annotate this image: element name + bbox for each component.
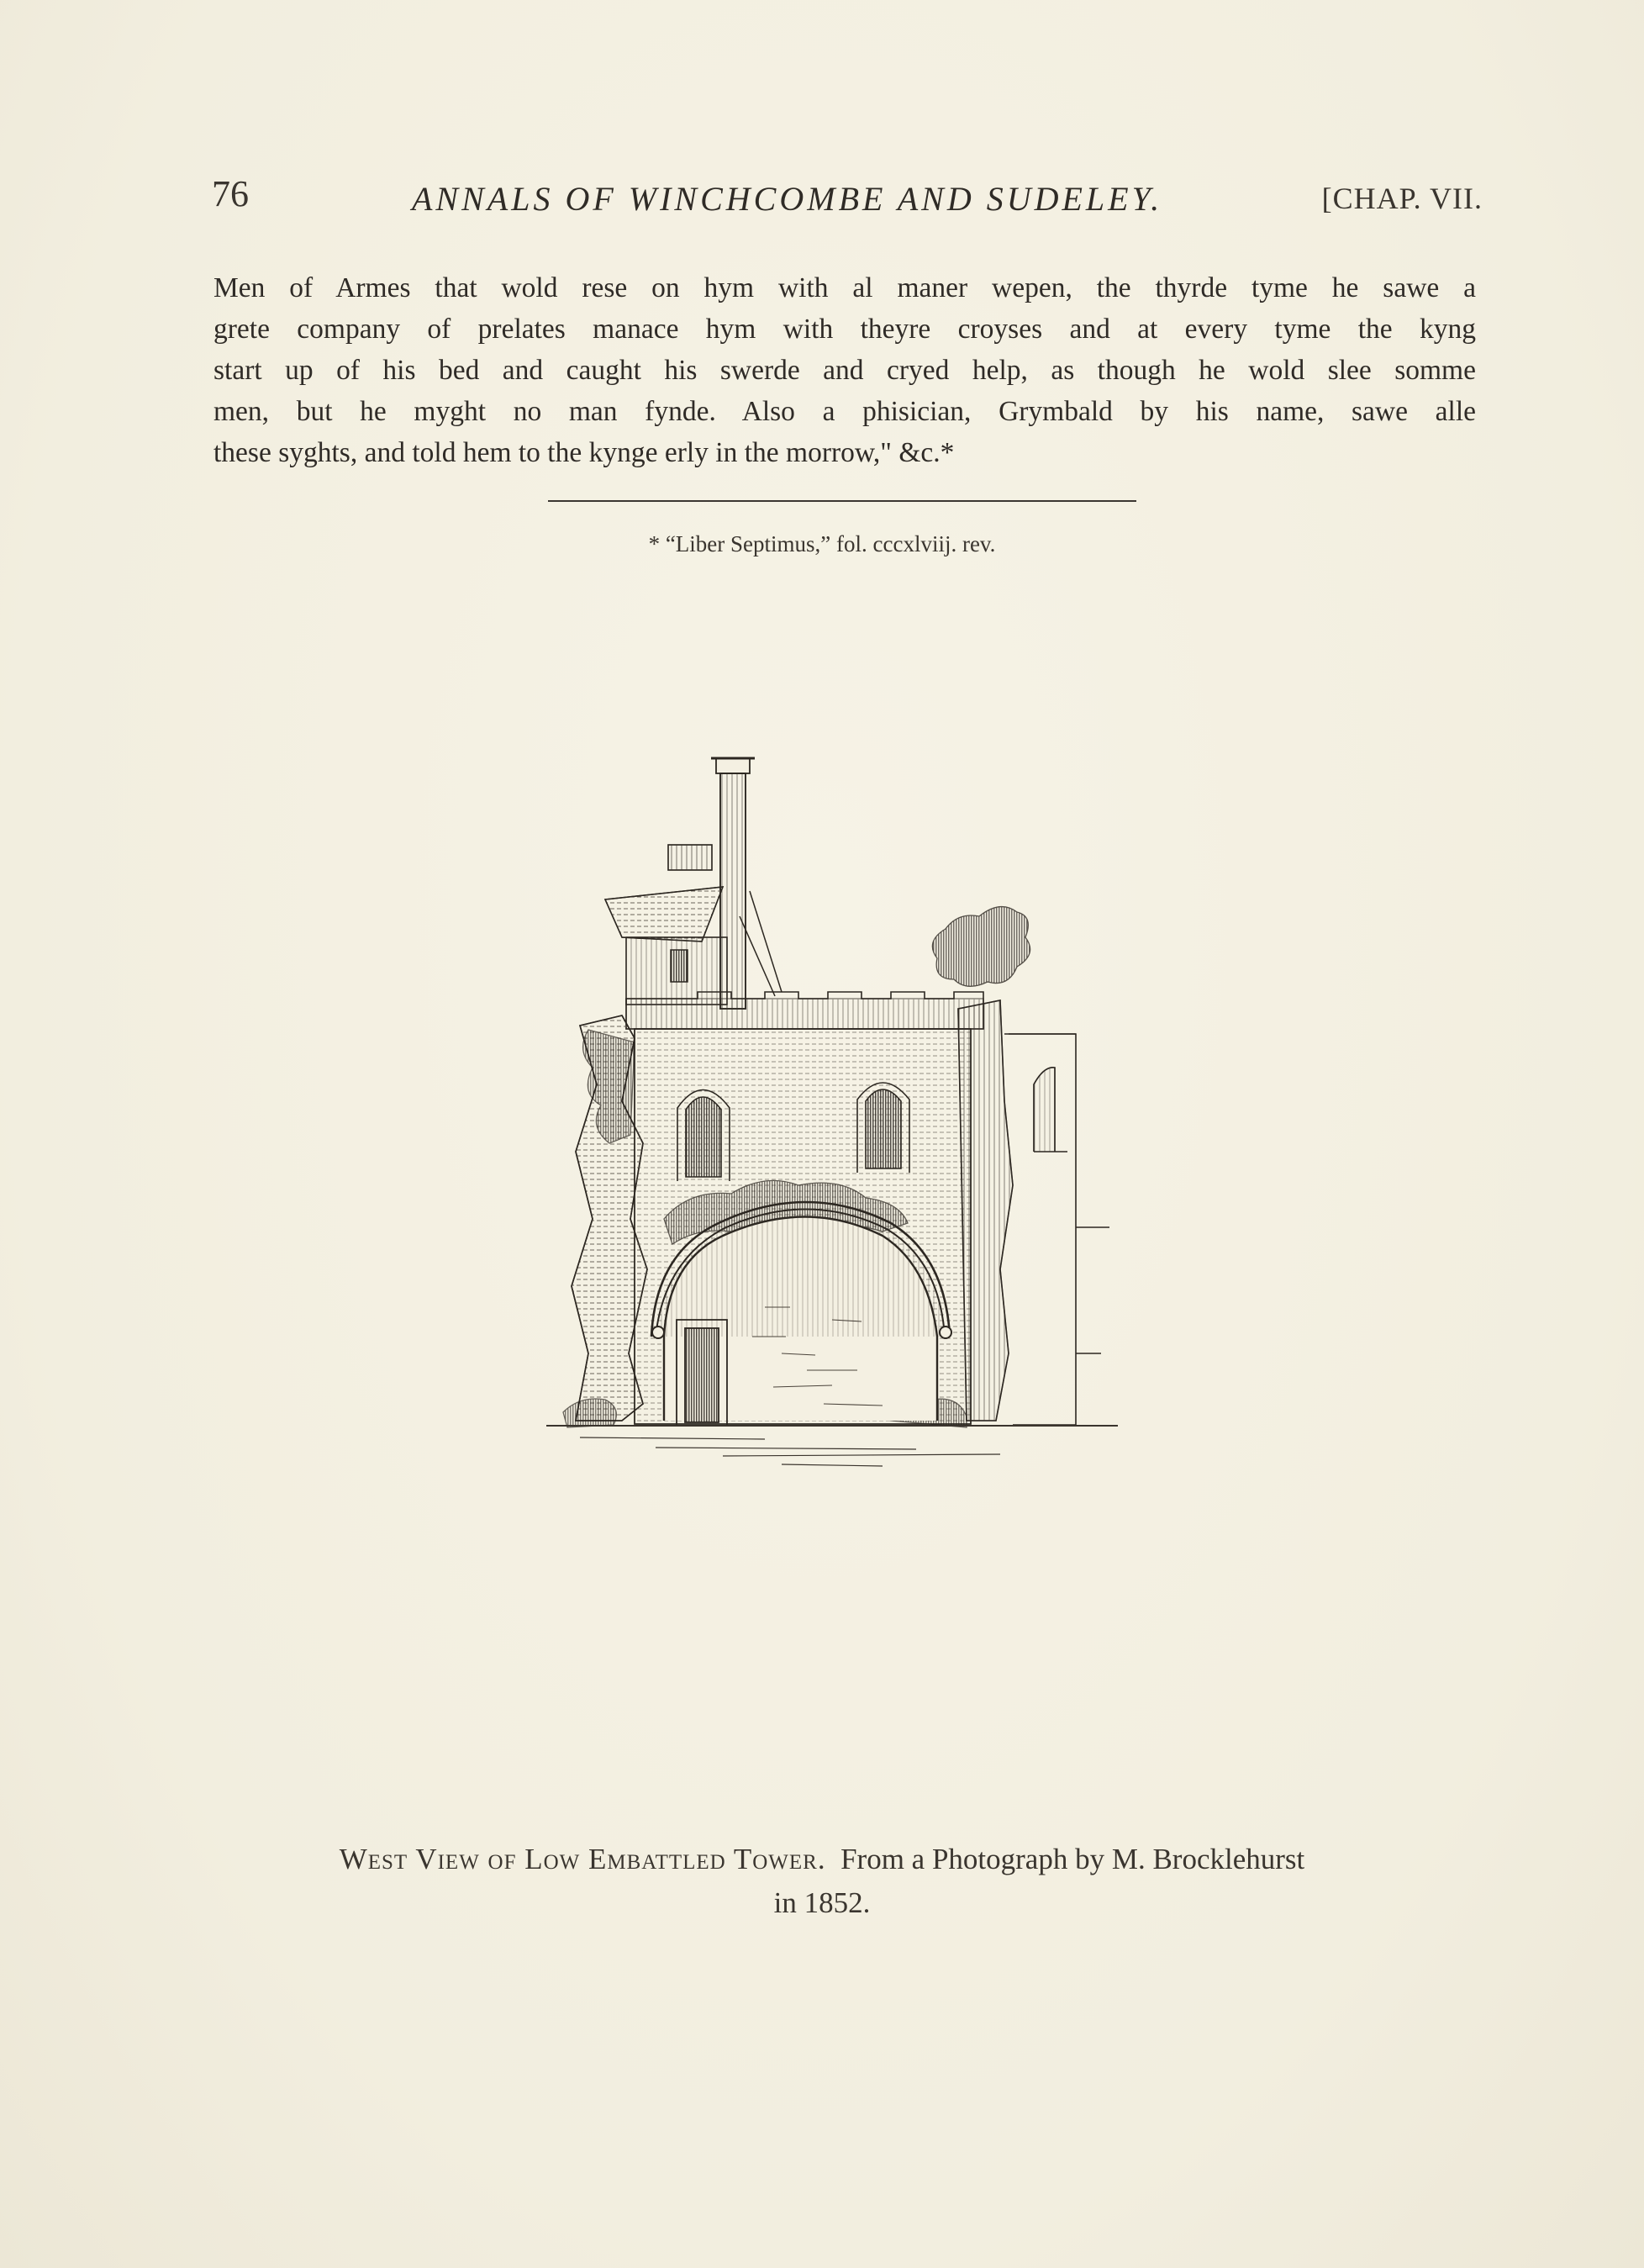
body-line: men, but he myght no man fynde. Also a phisician, Grymbald by his name, sawe alle — [213, 396, 1476, 427]
body-line: start up of his bed and caught his swerde and cryed help, as though he wold slee somme — [213, 355, 1476, 386]
footnote: * “Liber Septimus,” fol. cccxlviij. rev. — [648, 531, 996, 556]
body-line: grete company of prelates manace hym with theyre croyses and at every tyme the kyng — [213, 314, 1476, 345]
roof-house — [605, 845, 782, 1005]
body-paragraph — [213, 267, 1476, 473]
footnote-divider — [548, 500, 1136, 502]
body-line: these syghts, and told hem to the kynge erly in the morrow," &c.* — [213, 437, 955, 468]
caption-line-2: in 1852. — [773, 1886, 871, 1919]
caption-line-1 — [0, 1838, 1644, 1881]
body-line: Men of Armes that wold rese on hym with al maner wepen, the thyrde tyme he sawe a — [213, 272, 1476, 303]
running-title: ANNALS OF WINCHCOMBE AND SUDELEY. — [412, 180, 1163, 218]
page-header — [212, 172, 1483, 223]
page-number: 76 — [212, 173, 249, 214]
ground — [546, 1426, 1118, 1466]
figure-caption — [0, 1838, 1644, 1925]
caption-credit: From a Photograph by M. Brocklehurst — [840, 1843, 1305, 1875]
tower-engraving — [530, 748, 1193, 1471]
caption-title: West View of Low Embattled Tower. — [339, 1843, 826, 1875]
chapter-reference: [CHAP. VII. — [1321, 182, 1483, 215]
